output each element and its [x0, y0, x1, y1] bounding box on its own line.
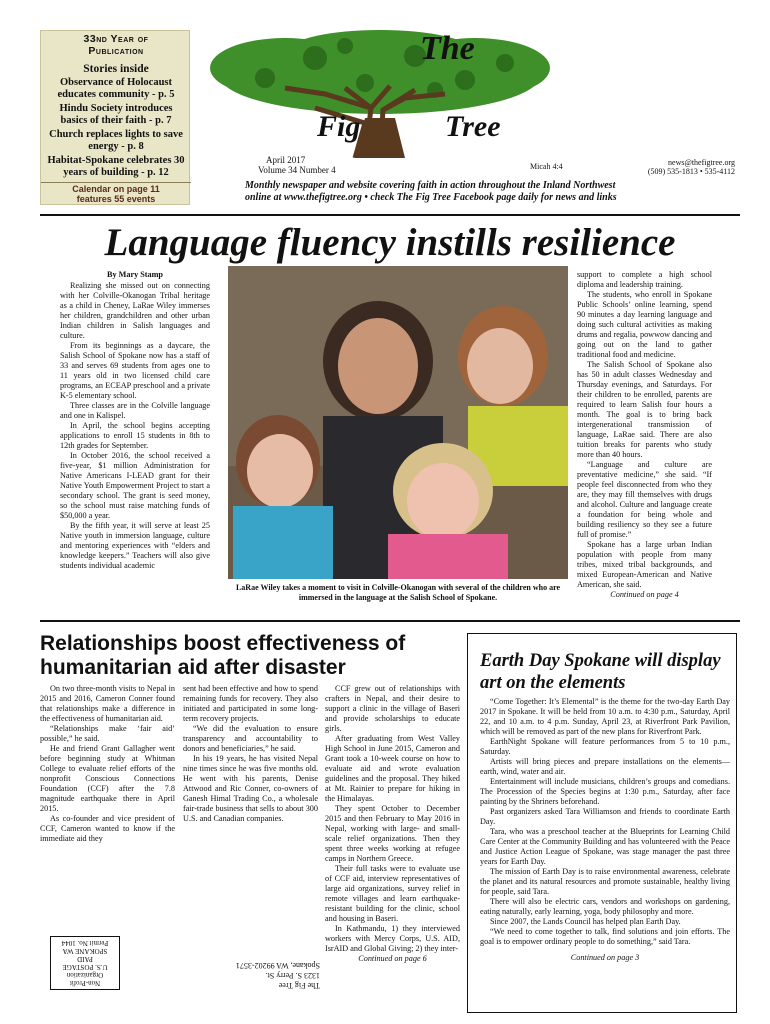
paragraph: CCF grew out of relationships with crafters in Nepal, and their desire to support a clinic in the village of Baseri and provide scholarships to educate girls. [325, 684, 460, 733]
title-fig: Fig [317, 110, 361, 143]
issue-date [258, 155, 336, 175]
earth-day-headline[interactable]: Earth Day Spokane will display art on the elements [480, 651, 721, 693]
calendar-note[interactable] [41, 184, 191, 204]
earth-day-body [480, 697, 730, 963]
calendar-line: Calendar on page 11 [72, 184, 160, 194]
paragraph: In Kathmandu, 1) they interviewed workers with Mercy Corps, U.S. AID, IsrAID and Global Giving; 2) they inter- [325, 924, 460, 953]
stories-sidebar [40, 30, 190, 205]
paragraph: Artists will bring pieces and prepare installations on the elements—earth, wind, water and air. [480, 757, 730, 776]
story-link[interactable]: Habitat-Spokane celebrates 30 years of building - p. 12 [47, 155, 185, 178]
postage-line: Non-Profit [69, 979, 101, 987]
paragraph: Their full tasks were to evaluate use of CCF aid, interview representatives of large aid organizations, survey relief in remote villages and learn earthquake-resistant building for the clinic, school and housing in Baseri. [325, 864, 460, 923]
year-line: 33nd Year of [83, 33, 149, 45]
photo-caption: LaRae Wiley takes a moment to visit in Colville-Okanogan with several of the children who are immersed in the language at the Salish School of Spokane. [235, 583, 561, 602]
year-line: Publication [88, 45, 144, 57]
phone: (509) 535-1813 • 535-4112 [647, 167, 735, 176]
fig-tree-logo [205, 28, 555, 158]
story-link[interactable]: Church replaces lights to save energy - p. 8 [49, 129, 183, 152]
mailing-label [40, 920, 320, 990]
volume: Volume 34 Number 4 [258, 165, 336, 175]
paragraph: “We did the evaluation to ensure transparency and accountability to donors and beneficiaries,” he said. [183, 724, 318, 753]
postage-line: PAID [77, 955, 93, 963]
paragraph: The mission of Earth Day is to raise environmental awareness, celebrate the planet and its natural resources and promote sustainable, healthy living for people, said Tara. [480, 867, 730, 896]
tagline-line[interactable]: online at www.thefigtree.org • check The Fig Tree Facebook page daily for news and links [245, 192, 617, 203]
tagline [245, 180, 745, 204]
tagline-line: Monthly newspaper and website covering faith in action throughout the Inland Northwest [245, 180, 616, 191]
byline: By Mary Stamp [107, 270, 163, 279]
aid-column-2 [183, 684, 318, 824]
email[interactable]: news@thefigtree.org [668, 158, 735, 167]
title-the: The [420, 30, 475, 67]
aid-headline[interactable]: Relationships boost effectiveness of humanitarian aid after disaster [40, 632, 406, 679]
title-tree: Tree [445, 110, 501, 143]
publication-year [41, 33, 191, 57]
return-address [200, 960, 320, 990]
contact-info [645, 158, 735, 176]
paragraph: “We need to come together to talk, find solutions and join efforts. The goal is to empower ordinary people to do something,” said Tara. [480, 927, 730, 946]
paragraph: Entertainment will include musicians, children’s groups and comedians. The Procession of the Species begins at 1:30 p.m., Saturday, after face painting by the Shriners beforehand. [480, 777, 730, 806]
postage-line: Organization [66, 971, 104, 979]
paragraph: Spokane has a large urban Indian population with people from many tribes, mixed tribal backgrounds, and mixed European-American and Native American, she said. [577, 540, 712, 589]
continued-link[interactable]: Continued on page 6 [358, 954, 427, 963]
paragraph: By the fifth year, it will serve at least 25 Native youth in immersion language, culture and mentoring experiences with “elders and knowledge keepers.” Teachers will also give students individual academic [60, 521, 210, 570]
paragraph: The students, who enroll in Spokane Public Schools’ online learning, spend 90 minutes a day learning language and doing such cultural activities as making drums and regalia, powwow dancing and going out on the land to gather traditional food and medicine. [577, 290, 712, 359]
lead-headline[interactable]: Language fluency instills resilience [104, 221, 676, 264]
address-line: 1323 S. Perry St. [265, 971, 320, 980]
photo-children-and-teacher [228, 266, 568, 579]
paragraph: The Salish School of Spokane also has 50 in adult classes Wednesday and Thursday evenings, and Saturdays. For their children to be enrolled, parents are required to learn Salish four hours a month. The goal is to bring back intergenerational transmission of language, LaRae said. There are also tuition breaks for parents who study more than 40 hours. [577, 360, 712, 459]
paragraph: In his 19 years, he has visited Nepal nine times since he was five months old. He went with his parents, Denise Attwood and Ric Conner, co-owners of Ganesh Himal Trading Co., a wholesale fair-trade business that sells to about 300 U.S. and Canadian companies. [183, 754, 318, 823]
paragraph: He and friend Grant Gallagher went before beginning study at Whitman College to evaluate relief efforts of the nonprofit Conscious Connections Foundation (CCF) after the 7.8 magnitude earthquake there in April 2015. [40, 744, 175, 813]
paragraph: sent had been effective and how to spend remaining funds for recovery. They also initiated and participated in some long-term recovery projects. [183, 684, 318, 723]
paragraph: In April, the school begins accepting applications to enroll 15 students in 8th to 12th grades for September. [60, 421, 210, 450]
paragraph: After graduating from West Valley High School in June 2015, Cameron and Grant took a 10-week course on how to evaluate aid and wrote evaluation guidelines and the proposal. They hiked at Mt. Rainier to prepare for hiking in the Himalayas. [325, 734, 460, 803]
paragraph: As co-founder and vice president of CCF, Cameron wanted to know if the immediate aid they [40, 814, 175, 843]
continued-link[interactable]: Continued on page 4 [610, 590, 679, 599]
story-link[interactable]: Observance of Holocaust educates community - p. 5 [57, 77, 175, 100]
lead-column-1 [60, 270, 210, 571]
lead-photo [228, 266, 568, 579]
paragraph: support to complete a high school diploma and leadership training. [577, 270, 712, 289]
paragraph: Tara, who was a preschool teacher at the Blueprints for Learning Child Care Center at the Community Building and has volunteered with the Peace and Justice Action League of Spokane, was stage manager the past three years for Earth Day. [480, 827, 730, 866]
paragraph: Past organizers asked Tara Williamson and friends to coordinate Earth Day. [480, 807, 730, 826]
story-link[interactable]: Hindu Society introduces basics of their faith - p. 7 [59, 103, 173, 126]
section-rule [40, 620, 740, 622]
paragraph: Three classes are in the Colville language and one in Kalispel. [60, 401, 210, 420]
tree-illustration [205, 28, 555, 158]
address-line: The Fig Tree [278, 981, 320, 990]
postage-line: Permit No. 1044 [61, 939, 109, 947]
date: April 2017 [266, 155, 306, 165]
paragraph: “Relationships make ‘fair aid’ possible,” he said. [40, 724, 175, 743]
postage-indicia [50, 936, 120, 990]
paragraph: Realizing she missed out on connecting with her Colville-Okanogan Tribal heritage as a child in Cheney, LaRae Wiley immerses her children, grandchildren and other urban Indian children in Salish languages and culture. [60, 281, 210, 340]
divider [41, 182, 191, 183]
paragraph: Since 2007, the Lands Council has helped plan Earth Day. [490, 917, 681, 926]
paragraph: “Come Together: It’s Elemental” is the theme for the two-day Earth Day 2017 in Spokane. It will be held from 10 a.m. to 4:30 p.m., Saturday, April 22, and 10 a.m. to 4 p.m. Sunday, April 23, at Riverfront Park Pavilion, which will be removed as part of the new plans for Riverfront Park. [480, 697, 730, 736]
micah-verse: Micah 4:4 [530, 162, 563, 171]
top-rule [40, 214, 740, 216]
continued-link[interactable]: Continued on page 3 [570, 953, 640, 962]
calendar-line: features 55 events [76, 194, 156, 204]
paragraph: EarthNight Spokane will feature performances from 5 to 10 p.m., Saturday. [480, 737, 730, 756]
paragraph: “Language and culture are preventative medicine,” she said. “If people feel disconnected from who they are, they may fill themselves with drugs and alcohol. Culture and language create a foundation for being whole and building resiliency so they see a future full of promise.” [577, 460, 712, 539]
lead-column-3 [577, 270, 712, 600]
paragraph: There will also be electric cars, vendors and workshops on gardening, eating naturally, early learning, yoga, body philosophy and more. [480, 897, 730, 916]
address-line: Spokane, WA 99202-3571 [235, 961, 320, 970]
stories-inside-label: Stories inside [83, 63, 149, 75]
postage-line: SPOKANE WA [62, 947, 108, 955]
aid-column-3 [325, 684, 460, 964]
postage-line: U.S. POSTAGE [62, 963, 108, 971]
paragraph: On two three-month visits to Nepal in 2015 and 2016, Cameron Conner found that relationships make a difference in the effectiveness of humanitarian aid. [40, 684, 175, 723]
paragraph: In October 2016, the school received a five-year, $1 million Administration for Native Americans I-LEAD grant for their Native Youth Empowerment Project to start a secondary school. The grant is seed money, so the school must raise matching funds of $50,000 a year. [60, 451, 210, 520]
paragraph: From its beginnings as a daycare, the Salish School of Spokane now has a staff of 33 and serves 69 students from ages one to 11 years old in two licensed child care programs, an ECEAP preschool and a private K-5 elementary school. [60, 341, 210, 400]
paragraph: They spent October to December 2015 and then February to May 2016 in Nepal, working with large- and small-scale relief organizations. Then they spent three weeks working at refugee camps in Northern Greece. [325, 804, 460, 863]
aid-column-1 [40, 684, 175, 844]
